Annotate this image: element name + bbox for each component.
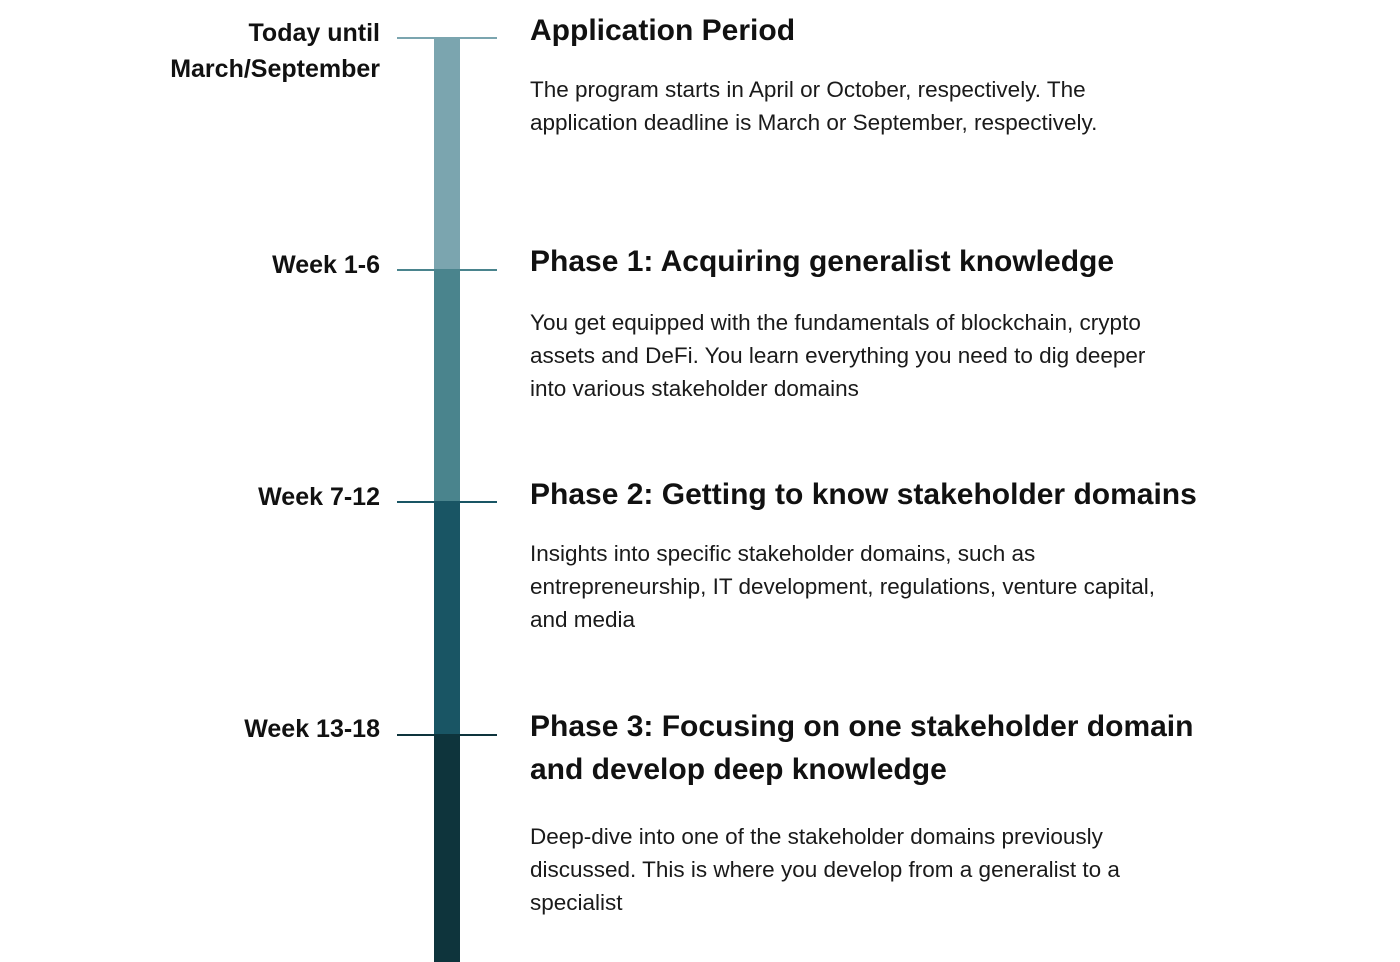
stage-description-phase-2: Insights into specific stakeholder domains, such as entrepreneurship, IT development, regulations, venture capital, and media xyxy=(530,541,1155,632)
period-label-phase-2: Week 7-12 xyxy=(258,483,380,511)
stage-description-phase-1: You get equipped with the fundamentals of blockchain, crypto assets and DeFi. You learn everything you need to dig deeper into various stakeholder domains xyxy=(530,310,1146,401)
timeline-tick-phase-1 xyxy=(397,269,497,271)
period-label-phase-1: Week 1-6 xyxy=(272,251,380,279)
period-label-phase-3: Week 13-18 xyxy=(244,715,380,743)
stage-title-phase-1: Phase 1: Acquiring generalist knowledge xyxy=(530,245,1115,278)
stage-title-application: Application Period xyxy=(530,14,796,47)
timeline-bar-segment-phase-1 xyxy=(434,270,460,502)
stage-description-application: The program starts in April or October, respectively. The application deadline is March or September, respectively. xyxy=(530,77,1098,135)
timeline-bar-segment-application xyxy=(434,38,460,270)
timeline-tick-application xyxy=(397,37,497,39)
timeline-tick-phase-3 xyxy=(397,734,497,736)
timeline-bar-segment-phase-3 xyxy=(434,735,460,962)
stage-description-phase-3: Deep-dive into one of the stakeholder domains previously discussed. This is where you develop from a generalist to a specialist xyxy=(530,824,1120,915)
stage-title-phase-2: Phase 2: Getting to know stakeholder domains xyxy=(530,478,1197,511)
timeline-bar-segment-phase-2 xyxy=(434,502,460,735)
stage-title-phase-3: Phase 3: Focusing on one stakeholder domain and develop deep knowledge xyxy=(530,710,1194,786)
period-label-application: Today until March/September xyxy=(170,19,380,83)
timeline-tick-phase-2 xyxy=(397,501,497,503)
